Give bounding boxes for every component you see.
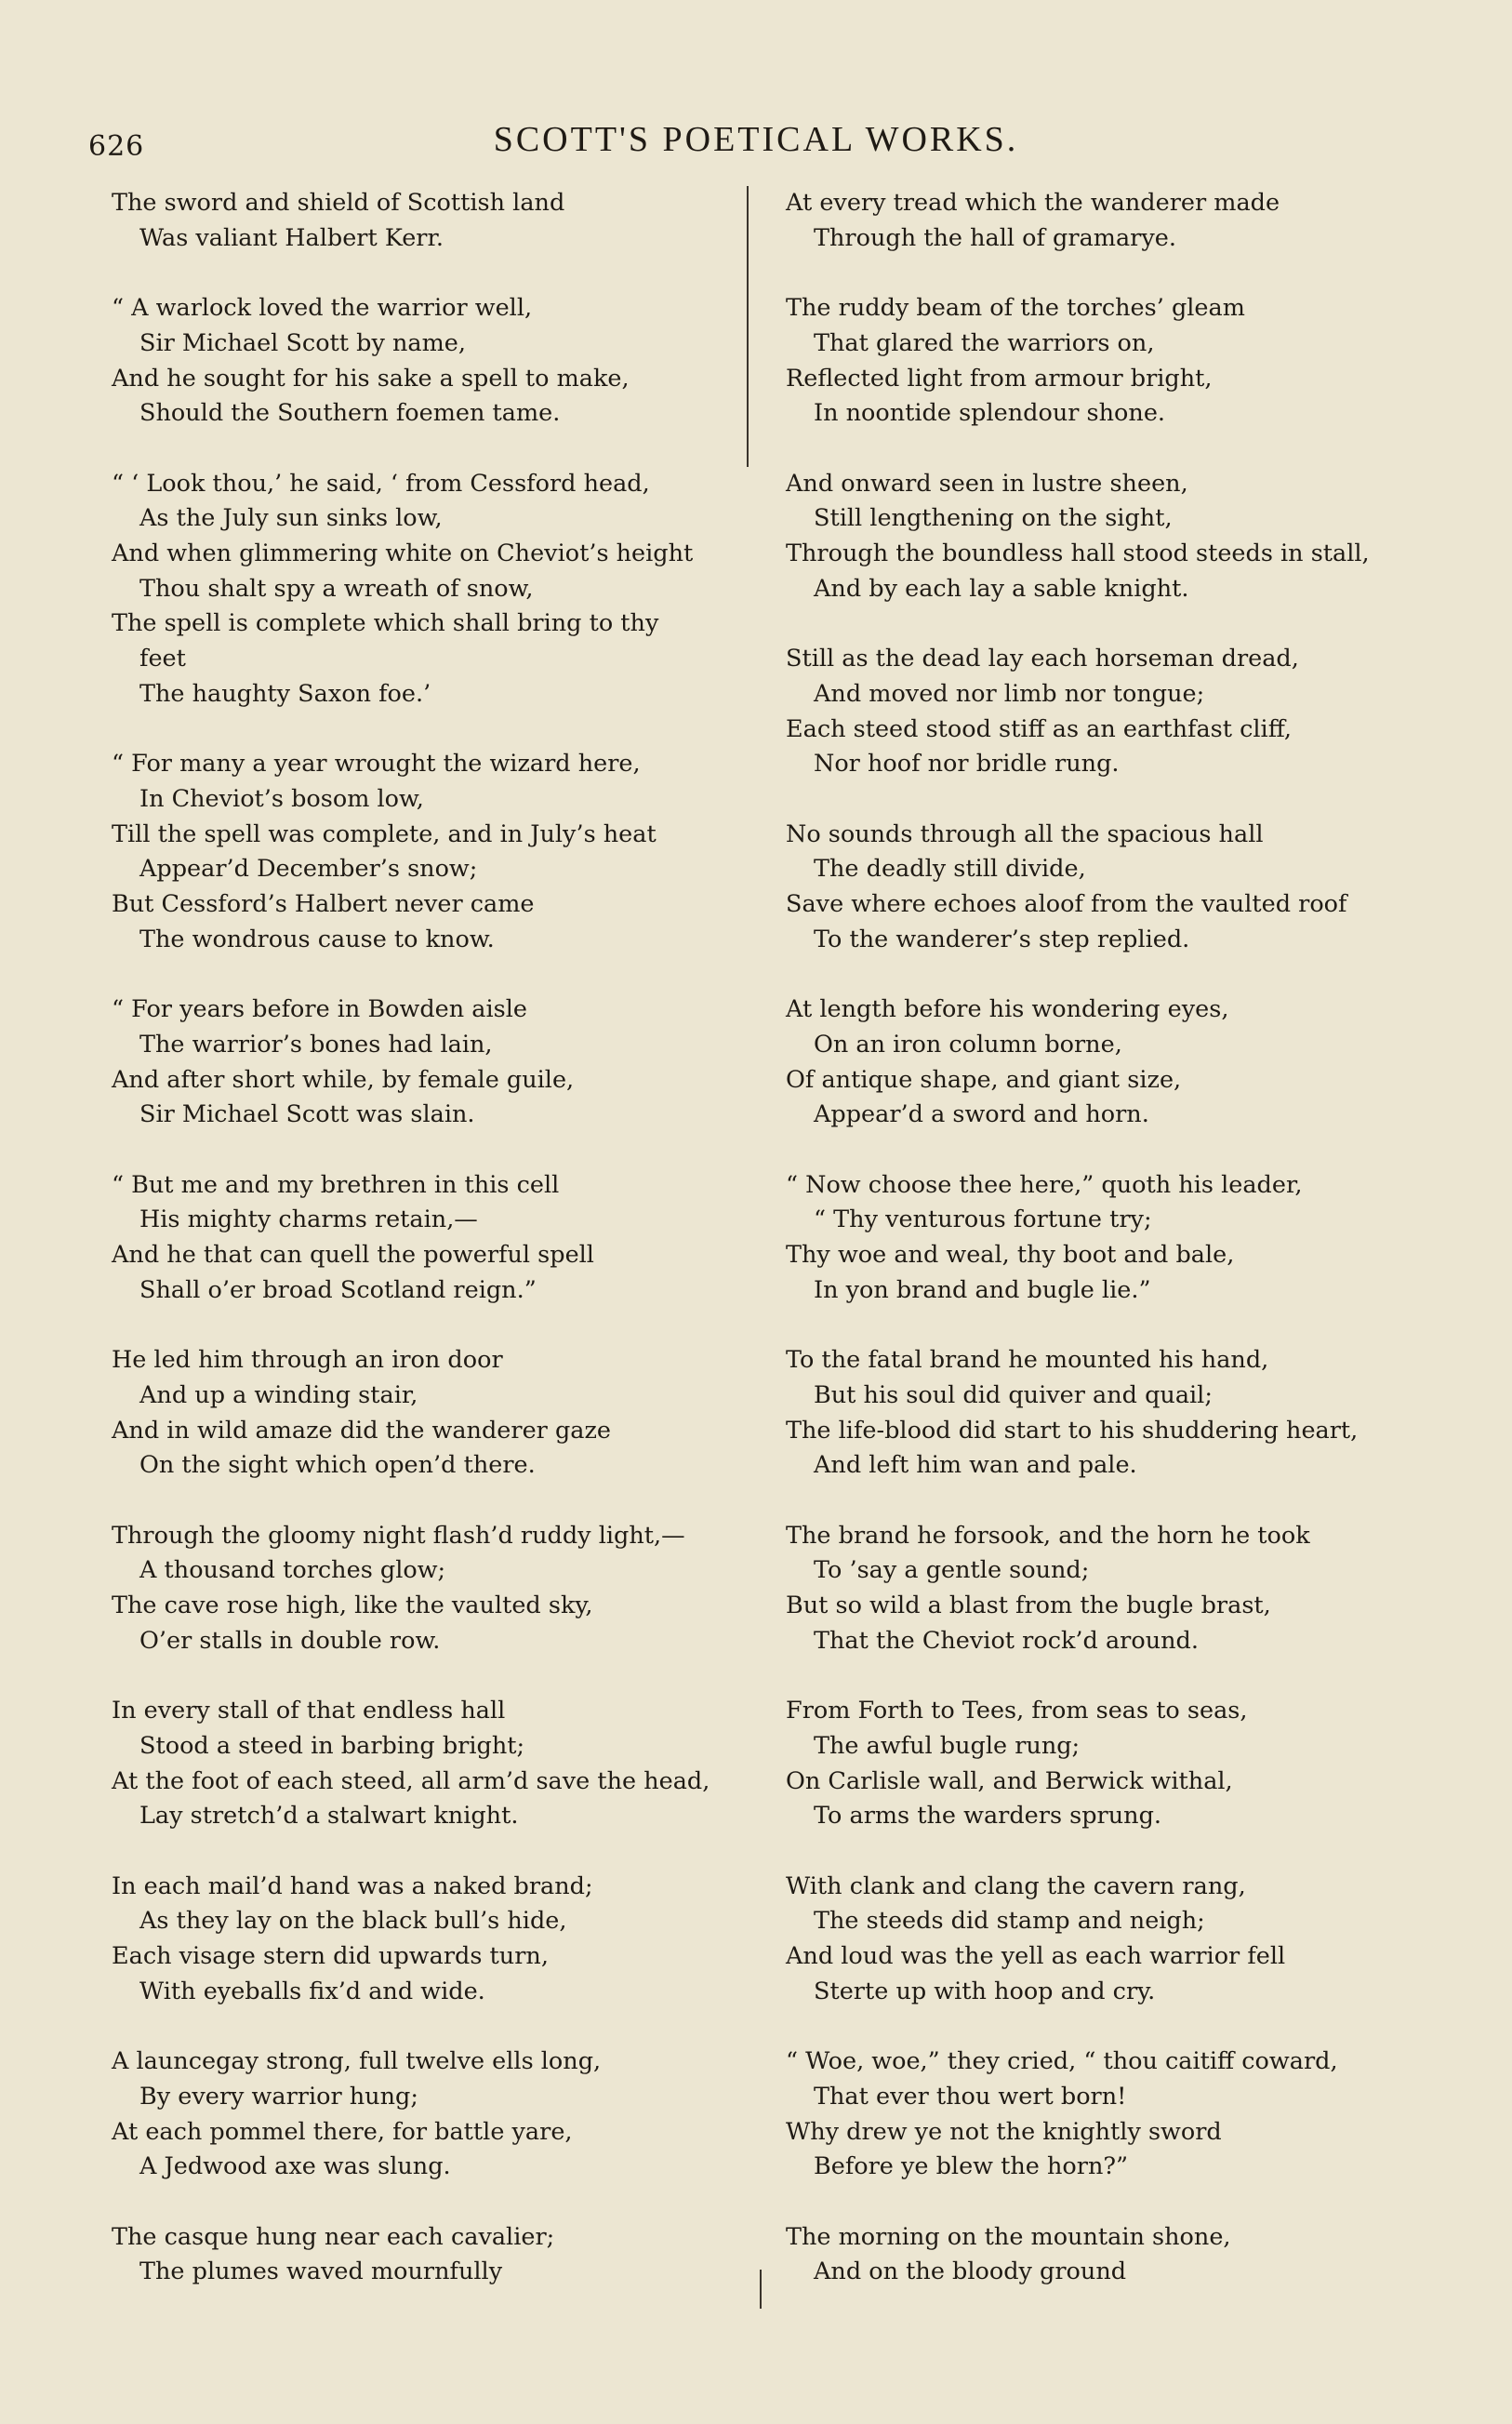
verse-line: And up a winding stair, (139, 1380, 418, 1409)
verse-line: But so wild a blast from the bugle brast, (786, 1592, 1271, 1619)
verse-line: feet (139, 645, 186, 673)
stanza (786, 186, 1409, 256)
verse-line: In yon brand and bugle lie.” (814, 1275, 1151, 1304)
verse-line: The spell is complete which shall bring to thy (112, 609, 659, 638)
verse-line: And he sought for his sake a spell to make, (112, 364, 630, 393)
verse-line: “ Now choose thee here,” quoth his leader, (786, 1170, 1303, 1199)
verse-line: To the fatal brand he mounted his hand, (786, 1346, 1269, 1375)
verse-line: Stood a steed in barbing bright; (139, 1731, 525, 1760)
verse-line: Before ye blew the horn?” (814, 2152, 1129, 2181)
verse-line: With clank and clang the cavern rang, (786, 1871, 1246, 1900)
verse-line: In noontide splendour shone. (814, 399, 1166, 428)
stanza (112, 992, 735, 1133)
verse-line: Was valiant Halbert Kerr. (139, 223, 444, 252)
stanza (786, 291, 1409, 432)
verse-line: That ever thou wert born! (814, 2082, 1127, 2111)
verse-line: On an iron column borne, (814, 1030, 1122, 1059)
verse-line: No sounds through all the spacious hall (786, 819, 1264, 848)
verse-line: To ’say a gentle sound; (814, 1556, 1090, 1585)
verse-line: His mighty charms retain,— (139, 1205, 478, 1234)
verse-line: In every stall of that endless hall (112, 1697, 506, 1725)
column-divider-top (747, 186, 749, 467)
verse-line: Should the Southern foemen tame. (139, 399, 561, 428)
verse-line: “ Thy venturous fortune try; (814, 1205, 1152, 1234)
verse-line: A Jedwood axe was slung. (139, 2152, 451, 2181)
verse-line: Nor hoof nor bridle rung. (814, 750, 1120, 779)
verse-line: And onward seen in lustre sheen, (786, 469, 1188, 498)
verse-line: The sword and shield of Scottish land (112, 189, 565, 217)
verse-line: The plumes waved mournfully (139, 2258, 503, 2286)
stanza (786, 1870, 1409, 2010)
stanza (786, 642, 1409, 782)
stanza (112, 2044, 735, 2185)
stanza (112, 467, 735, 713)
verse-line: And by each lay a sable knight. (814, 574, 1189, 603)
verse-line: Lay stretch’d a stalwart knight. (139, 1802, 519, 1831)
verse-line: The steeds did stamp and neigh; (814, 1907, 1205, 1936)
page-number: 626 (88, 130, 145, 163)
verse-line: He led him through an iron door (112, 1346, 503, 1375)
verse-line: In each mail’d hand was a naked brand; (112, 1871, 593, 1900)
left-column (112, 186, 735, 2325)
verse-line: A thousand torches glow; (139, 1556, 446, 1585)
verse-line: Thy woe and weal, thy boot and bale, (786, 1241, 1235, 1269)
verse-line: The casque hung near each cavalier; (112, 2222, 555, 2251)
stanza (786, 992, 1409, 1133)
stanza (112, 1694, 735, 1834)
stanza (112, 186, 735, 256)
verse-line: Through the gloomy night flash’d ruddy light,— (112, 1521, 685, 1550)
verse-line: At length before his wondering eyes, (786, 995, 1229, 1024)
verse-line: From Forth to Tees, from seas to seas, (786, 1697, 1248, 1725)
verse-line: The ruddy beam of the torches’ gleam (786, 294, 1245, 323)
verse-line: Sir Michael Scott was slain. (139, 1100, 475, 1129)
verse-line: “ Woe, woe,” they cried, “ thou caitiff coward, (786, 2047, 1338, 2076)
verse-line: On Carlisle wall, and Berwick withal, (786, 1766, 1233, 1795)
stanza (112, 1519, 735, 1659)
verse-line: A launcegay strong, full twelve ells long, (112, 2047, 602, 2076)
verse-line: “ But me and my brethren in this cell (112, 1170, 560, 1199)
verse-line: At the foot of each steed, all arm’d save the head, (112, 1766, 710, 1795)
stanza (786, 1519, 1409, 1659)
verse-line: The awful bugle rung; (814, 1731, 1081, 1760)
verse-line: “ A warlock loved the warrior well, (112, 294, 533, 323)
verse-line: But Cessford’s Halbert never came (112, 890, 535, 919)
verse-line: Sterte up with hoop and cry. (814, 1977, 1156, 2005)
verse-line: But his soul did quiver and quail; (814, 1380, 1213, 1409)
verse-line: In Cheviot’s bosom low, (139, 784, 424, 813)
verse-line: That the Cheviot rock’d around. (814, 1626, 1199, 1655)
verse-line: And left him wan and pale. (814, 1451, 1137, 1480)
verse-line: Each steed stood stiff as an earthfast cliff, (786, 714, 1293, 743)
verse-line: And on the bloody ground (814, 2258, 1127, 2286)
running-title: SCOTT'S POETICAL WORKS. (493, 120, 1019, 159)
stanza (786, 467, 1409, 607)
verse-line: At each pommel there, for battle yare, (112, 2117, 573, 2146)
verse-line: The haughty Saxon foe.’ (139, 679, 431, 708)
verse-line: Save where echoes aloof from the vaulted roof (786, 890, 1347, 918)
stanza (112, 1343, 735, 1484)
verse-line: The wondrous cause to know. (139, 925, 495, 953)
verse-line: To arms the warders sprung. (814, 1802, 1162, 1831)
stanza (112, 1168, 735, 1309)
verse-line: Why drew ye not the knightly sword (786, 2117, 1222, 2146)
verse-line: The warrior’s bones had lain, (139, 1030, 493, 1059)
verse-line: “ For years before in Bowden aisle (112, 995, 527, 1024)
verse-line: O’er stalls in double row. (139, 1626, 441, 1655)
verse-line: As they lay on the black bull’s hide, (139, 1907, 567, 1936)
stanza (786, 1694, 1409, 1834)
verse-line: “ ‘ Look thou,’ he said, ‘ from Cessford head, (112, 469, 650, 498)
column-divider-bottom (760, 2270, 762, 2309)
verse-line: The brand he forsook, and the horn he took (786, 1521, 1310, 1550)
verse-line: Till the spell was complete, and in July’s heat (112, 819, 657, 848)
verse-line: Thou shalt spy a wreath of snow, (139, 574, 534, 603)
verse-line: Through the boundless hall stood steeds in stall, (786, 539, 1370, 567)
verse-line: Reflected light from armour bright, (786, 364, 1213, 393)
verse-line: With eyeballs fix’d and wide. (139, 1977, 485, 2005)
right-column (786, 186, 1409, 2325)
verse-line: And loud was the yell as each warrior fell (786, 1942, 1286, 1970)
verse-line: The morning on the mountain shone, (786, 2222, 1231, 2251)
stanza (112, 2220, 735, 2290)
verse-line: Appear’d December’s snow; (139, 855, 478, 884)
stanza (786, 2044, 1409, 2185)
verse-line: And moved nor limb nor tongue; (814, 679, 1205, 708)
verse-line: Of antique shape, and giant size, (786, 1065, 1182, 1094)
verse-line: And in wild amaze did the wanderer gaze (112, 1416, 612, 1445)
verse-line: The deadly still divide, (814, 855, 1086, 884)
verse-line: By every warrior hung; (139, 2082, 418, 2111)
verse-line: And he that can quell the powerful spell (112, 1241, 594, 1270)
verse-line: That glared the warriors on, (814, 328, 1155, 357)
stanza (786, 818, 1409, 958)
verse-line: On the sight which open’d there. (139, 1451, 536, 1480)
verse-line: The life-blood did start to his shuddering heart, (786, 1416, 1359, 1445)
stanza (112, 747, 735, 957)
verse-line: “ For many a year wrought the wizard here, (112, 750, 641, 779)
verse-line: As the July sun sinks low, (139, 504, 443, 533)
verse-line: The cave rose high, like the vaulted sky, (112, 1592, 593, 1620)
verse-line: Still as the dead lay each horseman dread, (786, 645, 1299, 673)
verse-line: And after short while, by female guile, (112, 1065, 575, 1094)
verse-line: Still lengthening on the sight, (814, 504, 1173, 533)
verse-line: Appear’d a sword and horn. (814, 1100, 1149, 1129)
verse-line: Each visage stern did upwards turn, (112, 1942, 549, 1971)
verse-line: To the wanderer’s step replied. (814, 925, 1190, 953)
verse-line: And when glimmering white on Cheviot’s height (112, 539, 694, 567)
verse-line: Sir Michael Scott by name, (139, 328, 466, 357)
stanza (786, 1168, 1409, 1309)
stanza (112, 1870, 735, 2010)
stanza (112, 291, 735, 432)
stanza (786, 2220, 1409, 2290)
verse-line: Through the hall of gramarye. (814, 223, 1176, 252)
stanza (786, 1343, 1409, 1484)
verse-line: At every tread which the wanderer made (786, 189, 1280, 217)
verse-line: Shall o’er broad Scotland reign.” (139, 1275, 537, 1304)
